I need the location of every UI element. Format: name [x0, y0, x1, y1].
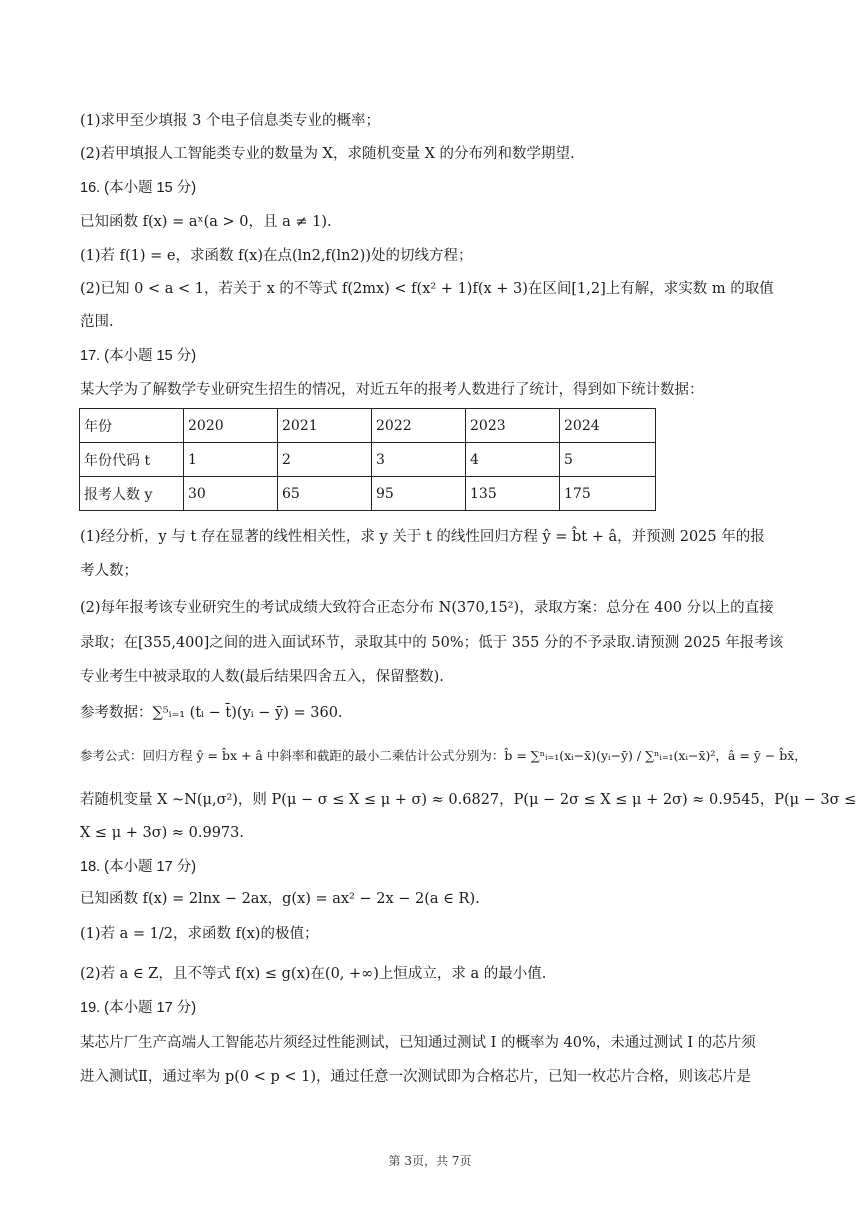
q17-ref-data: 参考数据：∑⁵ᵢ₌₁ (tᵢ − t̄)(yᵢ − ȳ) = 360. [80, 705, 343, 721]
table-cell: 2 [278, 443, 372, 477]
q19-stem: 某芯片厂生产高端人工智能芯片须经过性能测试，已知通过测试 I 的概率为 40%，未通过测试 I 的芯片须 [80, 1035, 756, 1051]
q16-part2-cont: 范围. [80, 314, 114, 330]
q15-part1: (1)求甲至少填报 3 个电子信息类专业的概率； [80, 113, 380, 129]
table-cell: 30 [184, 477, 278, 511]
table-cell: 年份 [80, 409, 184, 443]
table-cell: 1 [184, 443, 278, 477]
table-cell: 年份代码 t [80, 443, 184, 477]
stats-table [79, 408, 656, 511]
q18-part2: (2)若 a ∈ Z，且不等式 f(x) ≤ g(x)在(0, +∞)上恒成立，求 a 的最小值. [80, 966, 547, 982]
table-cell: 2021 [278, 409, 372, 443]
q18-stem: 已知函数 f(x) = 2lnx − 2ax，g(x) = ax² − 2x − 2(a ∈ R). [80, 891, 480, 907]
table-cell: 2023 [466, 409, 560, 443]
q17-normal-ref-cont: X ≤ μ + 3σ) ≈ 0.9973. [80, 825, 244, 841]
table-cell: 175 [560, 477, 656, 511]
q19-heading: 19. (本小题 17 分) [80, 1000, 197, 1016]
q17-part2-cont2: 专业考生中被录取的人数(最后结果四舍五入，保留整数). [80, 669, 444, 685]
q17-part1-cont: 考人数； [80, 563, 138, 579]
q16-part1: (1)若 f(1) = e，求函数 f(x)在点(ln2,f(ln2))处的切线方程； [80, 248, 473, 264]
q17-ref-formula: 参考公式：回归方程 ŷ = b̂x + â 中斜率和截距的最小二乘估计公式分别为：b̂ = ∑ⁿᵢ₌₁(xᵢ−x̄)(yᵢ−ȳ) / ∑ⁿᵢ₌₁(xᵢ−x̄)²，â = ȳ − b̂x̄， [80, 748, 807, 763]
q19-stem-cont: 进入测试Ⅱ，通过率为 p(0 < p < 1)，通过任意一次测试即为合格芯片，已知一枚芯片合格，则该芯片是 [80, 1069, 752, 1085]
q17-part2-cont1: 录取；在[355,400]之间的进入面试环节，录取其中的 50%；低于 355 分的不予录取.请预测 2025 年报考该 [80, 635, 784, 651]
q17-stem: 某大学为了解数学专业研究生招生的情况，对近五年的报考人数进行了统计，得到如下统计数据： [80, 382, 704, 398]
q16-heading: 16. (本小题 15 分) [80, 180, 197, 196]
q17-normal-ref: 若随机变量 X ~N(μ,σ²)，则 P(μ − σ ≤ X ≤ μ + σ) ≈ 0.6827，P(μ − 2σ ≤ X ≤ μ + 2σ) ≈ 0.9545，P(μ − 3σ ≤ [80, 792, 857, 808]
table-cell: 135 [466, 477, 560, 511]
table-row [80, 409, 656, 443]
table-cell: 4 [466, 443, 560, 477]
q15-part2: (2)若甲填报人工智能类专业的数量为 X，求随机变量 X 的分布列和数学期望. [80, 146, 575, 162]
table-cell: 5 [560, 443, 656, 477]
table-cell: 2022 [372, 409, 466, 443]
q17-part1: (1)经分析，y 与 t 存在显著的线性相关性，求 y 关于 t 的线性回归方程 ŷ = b̂t + â，并预测 2025 年的报 [80, 529, 765, 545]
table-cell: 报考人数 y [80, 477, 184, 511]
table-row [80, 443, 656, 477]
page-footer: 第 3页，共 7页 [388, 1154, 472, 1168]
q16-part2: (2)已知 0 < a < 1，若关于 x 的不等式 f(2mx) < f(x² + 1)f(x + 3)在区间[1,2]上有解，求实数 m 的取值 [80, 281, 774, 297]
table-cell: 3 [372, 443, 466, 477]
q16-stem: 已知函数 f(x) = aˣ(a > 0，且 a ≠ 1). [80, 214, 332, 230]
table-cell: 2024 [560, 409, 656, 443]
table-cell: 65 [278, 477, 372, 511]
table-cell: 2020 [184, 409, 278, 443]
q17-heading: 17. (本小题 15 分) [80, 348, 197, 364]
table-cell: 95 [372, 477, 466, 511]
table-row [80, 477, 656, 511]
q17-part2: (2)每年报考该专业研究生的考试成绩大致符合正态分布 N(370,15²)，录取方案：总分在 400 分以上的直接 [80, 600, 774, 616]
q18-part1: (1)若 a = 1/2，求函数 f(x)的极值； [80, 926, 319, 942]
q18-heading: 18. (本小题 17 分) [80, 859, 197, 875]
